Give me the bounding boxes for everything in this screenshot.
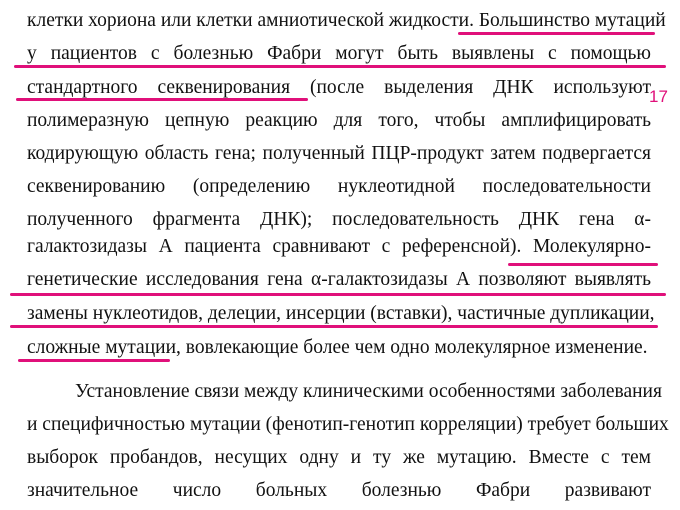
text-line: полимеразную цепную реакцию для того, чтобы амплифицировать [27,110,651,131]
highlight-underline [18,359,170,362]
page-number: 17 [649,87,668,106]
highlight-underline [10,325,658,328]
highlight-underline [10,293,666,296]
text-line: выборок пробандов, несущих одну и ту же мутацию. Вместе с тем [27,447,651,468]
highlight-underline [508,263,658,266]
text-line: Установление связи между клиническими особенностями заболевания [75,381,662,402]
text-line: кодирующую область гена; полученный ПЦР-продукт затем подвергается [27,143,651,164]
text-line: галактозидазы А пациента сравнивают с референсной). Молекулярно- [27,236,651,257]
highlight-underline [14,65,666,68]
highlight-underline [16,98,308,101]
text-line: секвенированию (определению нуклеотидной последовательности [27,176,651,197]
text-line: значительное число больных болезнью Фабри развивают [27,480,651,501]
text-line: замены нуклеотидов, делеции, инсерции (вставки), частичные дупликации, [27,303,655,324]
text-line: стандартного секвенирования (после выделения ДНК используют [27,77,651,98]
text-line: и специфичностью мутации (фенотип-генотип корреляции) требует больших [27,414,669,435]
text-line: у пациентов с болезнью Фабри могут быть выявлены с помощью [27,43,651,64]
text-line: генетические исследования гена α-галактозидазы А позволяют выявлять [27,269,651,290]
highlight-underline [458,32,655,35]
text-line: сложные мутации, вовлекающие более чем одно молекулярное изменение. [27,337,648,358]
text-line: клетки хориона или клетки амниотической жидкости. Большинство мутаций [27,10,666,31]
text-line: полученного фрагмента ДНК); последовательность ДНК гена α- [27,209,651,230]
